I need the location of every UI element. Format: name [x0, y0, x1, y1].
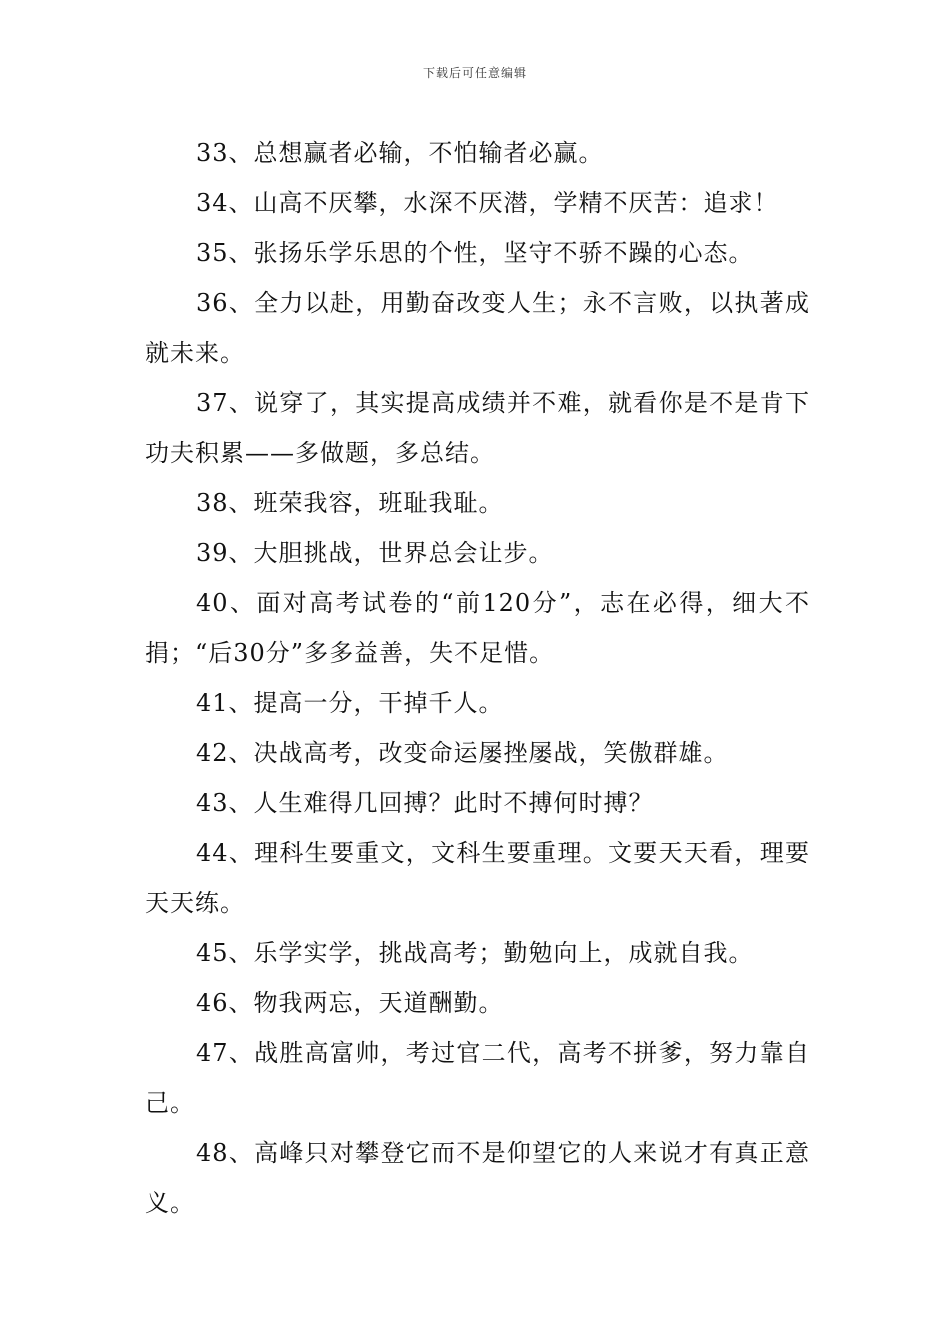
document-body [145, 128, 810, 1228]
paragraph-38: 38、班荣我容，班耻我耻。 [196, 489, 504, 517]
paragraph-48: 48、高峰只对攀登它而不是仰望它的人来说才有真正意义。 [145, 1139, 810, 1217]
paragraph-39: 39、大胆挑战，世界总会让步。 [196, 539, 554, 567]
page-header: 下载后可任意编辑 [422, 66, 527, 80]
paragraph-42: 42、决战高考，改变命运屡挫屡战，笑傲群雄。 [196, 739, 729, 767]
paragraph-44: 44、理科生要重文，文科生要重理。文要天天看，理要天天练。 [145, 839, 810, 917]
paragraph-35: 35、张扬乐学乐思的个性，坚守不骄不躁的心态。 [196, 239, 754, 267]
paragraph-36: 36、全力以赴，用勤奋改变人生；永不言败，以执著成就未来。 [145, 289, 810, 367]
paragraph-37: 37、说穿了，其实提高成绩并不难，就看你是不是肯下功夫积累——多做题，多总结。 [145, 389, 810, 467]
paragraph-43: 43、人生难得几回搏？此时不搏何时搏？ [196, 789, 654, 817]
paragraph-33: 33、总想赢者必输，不怕输者必赢。 [196, 139, 604, 167]
paragraph-47: 47、战胜高富帅，考过官二代，高考不拼爹，努力靠自己。 [145, 1039, 810, 1117]
paragraph-41: 41、提高一分，干掉千人。 [196, 689, 504, 717]
paragraph-46: 46、物我两忘，天道酬勤。 [196, 989, 504, 1017]
paragraph-40: 40、面对高考试卷的“前120分”，志在必得，细大不捐；“后30分”多多益善，失不足惜。 [145, 589, 810, 667]
paragraph-34: 34、山高不厌攀，水深不厌潜，学精不厌苦：追求！ [196, 189, 779, 217]
paragraph-45: 45、乐学实学，挑战高考；勤勉向上，成就自我。 [196, 939, 754, 967]
